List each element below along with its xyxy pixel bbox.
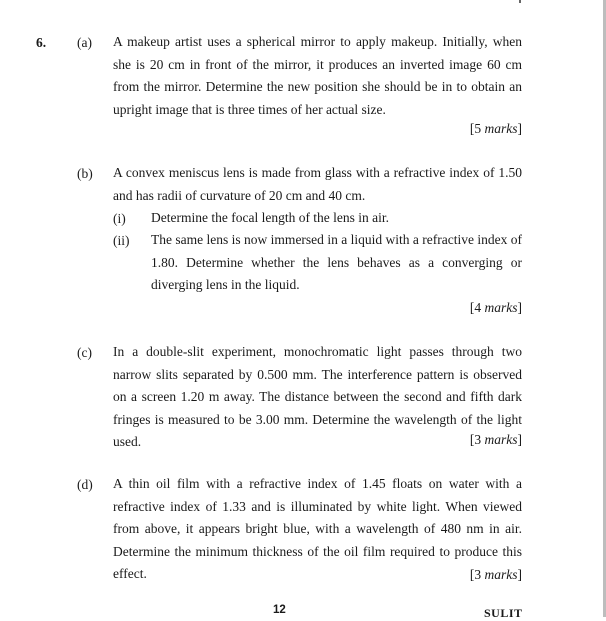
part-b-label: (b): [77, 166, 93, 181]
part-c-marks: [3 marks]: [469, 432, 522, 447]
page-number: 12: [273, 604, 286, 616]
part-b-text: A convex meniscus lens is made from glass with a refractive index of 1.50 and has radii of curvature of 20 cm and 40 cm.: [113, 165, 522, 203]
part-a-label: (a): [77, 35, 92, 50]
part-c-label: (c): [77, 345, 92, 360]
part-b-sub-ii-label: (ii): [113, 233, 130, 248]
part-b-sub-i-text: Determine the focal length of the lens in air.: [151, 210, 390, 225]
part-b-marks: [4 marks]: [469, 300, 522, 315]
part-b-sub-ii-text: The same lens is now immersed in a liquid with a refractive index of 1.80. Determine whether the lens behaves as a converging or diverging lens in the liquid.: [151, 232, 522, 292]
part-a-marks: [5 marks]: [469, 121, 522, 136]
part-d-label: (d): [77, 477, 93, 492]
part-c-text: In a double-slit experiment, monochromatic light passes through two narrow slits separated by 0.500 mm. The interference pattern is observed on a screen 1.20 m away. The distance between the second and fifth dark fringes is measured to be 3.00 mm. Determine the wavelength of the light used.: [113, 344, 522, 449]
top-mark: [519, 0, 521, 3]
part-a-text: A makeup artist uses a spherical mirror to apply makeup. Initially, when she is 20 cm in front of the mirror, it produces an inverted image 60 cm from the mirror. Determine the new position she should be in to obtain an upright image that is three times of her actual size.: [113, 34, 522, 117]
question-number: 6.: [36, 35, 47, 50]
part-d-text: A thin oil film with a refractive index of 1.45 floats on water with a refractive index of 1.33 and is illuminated by white light. When viewed from above, it appears bright blue, with a wavelength of 480 nm in air. Determine the minimum thickness of the oil film required to produce this effect.: [113, 476, 522, 581]
part-d-marks: [3 marks]: [469, 567, 522, 582]
classification-label: SULIT: [484, 606, 523, 620]
part-b-sub-i-label: (i): [113, 211, 126, 226]
